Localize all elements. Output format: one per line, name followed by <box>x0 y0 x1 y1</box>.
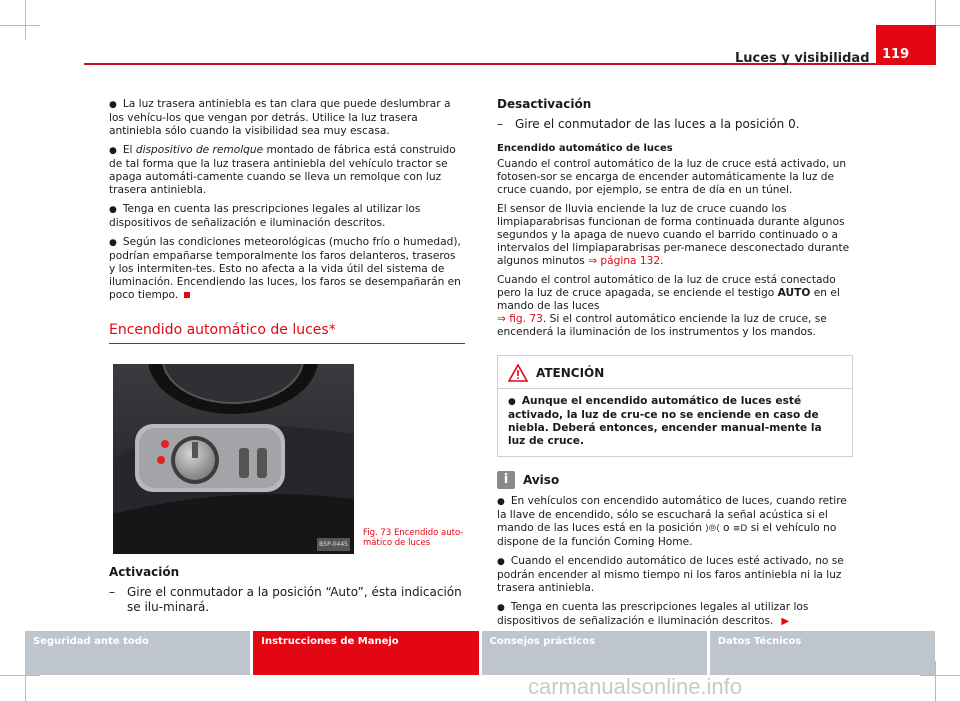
auto-indicator-icon: AUTO <box>777 287 811 299</box>
activation-heading: Activación <box>109 565 180 579</box>
warning-box: ATENCIÓN ● Aunque el encendido automático de luces esté activado, la luz de cru-ce no se enciende en caso de niebla. Deberá entonces, encender manual-mente la luz de cruce. <box>497 355 853 457</box>
figure <box>109 364 465 554</box>
crop-mark <box>920 675 960 676</box>
auto-lights-subheading: Encendido automático de luces <box>497 143 673 154</box>
paragraph: El sensor de lluvia enciende la luz de cruce cuando los limpiaparabrisas funcionan de forma continuada durante algunos segundos y la apaga de nuevo cuando el barrido continuado o a intervalos del limpiaparabrisas per-manece desconectado durante algunos minutos ⇒ página 132. <box>497 203 850 267</box>
list-item: ● Tenga en cuenta las prescripciones legales al utilizar los dispositivos de señalización e iluminación descritos. ▶ <box>497 601 809 627</box>
list-item: ● Según las condiciones meteorológicas (mucho frío o humedad), podrían empañarse temporalmente los faros delanteros, traseros y los intermiten-tes. Esto no afecta a la vida útil del sistema de iluminación. Encendiendo las luces, los faros se desempañarán en poco tiempo. <box>109 236 461 301</box>
crop-mark <box>0 25 40 26</box>
footer-nav <box>25 631 935 675</box>
figure-code: B5P-0445 <box>317 538 350 551</box>
page-link[interactable]: ⇒ página 132 <box>588 255 661 267</box>
light-switch-photo <box>113 364 354 554</box>
note-title: Aviso <box>523 472 560 487</box>
figure-caption: Fig. 73 Encendido auto-mático de luces <box>363 528 464 548</box>
figure-link[interactable]: ⇒ fig. 73 <box>497 313 543 325</box>
low-beam-icon: ≡D <box>732 524 748 534</box>
info-icon: i <box>497 471 515 489</box>
crop-mark <box>25 0 26 40</box>
warning-triangle-icon <box>508 364 528 382</box>
note-header <box>497 471 853 489</box>
watermark: carmanualsonline.info <box>528 674 743 699</box>
parking-light-icon: ⟩⦾⟨ <box>705 524 720 534</box>
right-column <box>497 98 853 634</box>
section-title: Luces y visibilidad <box>735 51 870 66</box>
page-number: 119 <box>876 25 936 65</box>
end-marker-icon <box>184 292 190 298</box>
tab-consejos[interactable]: Consejos prácticos <box>482 631 707 675</box>
tab-seguridad[interactable]: Seguridad ante todo <box>25 631 250 675</box>
tab-instrucciones[interactable]: Instrucciones de Manejo <box>253 631 478 675</box>
paragraph: Cuando el control automático de la luz de cruce está conectado pero la luz de cruce apagada, se enciende el testigo AUTO en el mando de las luces ⇒ fig. 73. Si el control automático enciende la luz de cruce, se encenderá la iluminación de los instrumentos y los mandos. <box>497 274 840 338</box>
list-item: ● El dispositivo de remolque montado de fábrica está construido de tal forma que la luz trasera antiniebla del vehículo tractor se apaga automáti-camente cuando se lleva un remolque con luz trasera antiniebla. <box>109 144 456 196</box>
paragraph: Cuando el control automático de la luz de cruce está activado, un fotosen-sor se encarga de encender automáticamente la luz de cruce cuando, por ejemplo, se entra de día en un túnel. <box>497 158 847 196</box>
list-item: ● Tenga en cuenta las prescripciones legales al utilizar los dispositivos de señalización e iluminación descritos. <box>109 203 421 229</box>
activation-step: – Gire el conmutador a la posición “Auto”, ésta indicación se ilu-minará. <box>109 585 462 614</box>
list-item: ● En vehículos con encendido automático de luces, cuando retire la llave de encendido, sólo se escuchará la señal acústica si el mando de las luces está en la posición ⟩⦾⟨ o ≡D si el vehículo no dispone de la función Coming Home. <box>497 495 847 548</box>
crop-mark <box>935 661 936 701</box>
continue-arrow-icon: ▶ <box>781 616 790 627</box>
left-column <box>109 98 465 623</box>
crop-mark <box>0 675 40 676</box>
deactivation-heading: Desactivación <box>497 97 592 111</box>
warning-text: Aunque el encendido automático de luces esté activado, la luz de cru-ce no se enciende en caso de niebla. Deberá entonces, encender manual-mente la luz de cruce. <box>508 395 822 447</box>
list-item: ● La luz trasera antiniebla es tan clara que puede deslumbrar a los vehícu-los que vengan por detrás. Utilice la luz trasera antiniebla sólo cuando la visibilidad sea muy escasa. <box>109 98 451 137</box>
tab-datos[interactable]: Datos Técnicos <box>710 631 935 675</box>
warning-title: ATENCIÓN <box>536 365 605 380</box>
list-item: ● Cuando el encendido automático de luces esté activado, no se podrán encender al mismo tiempo ni los faros antiniebla ni la luz trasera antiniebla. <box>497 555 844 594</box>
deactivation-step: – Gire el conmutador de las luces a la posición 0. <box>497 117 800 131</box>
section-heading: Encendido automático de luces* <box>109 324 465 344</box>
